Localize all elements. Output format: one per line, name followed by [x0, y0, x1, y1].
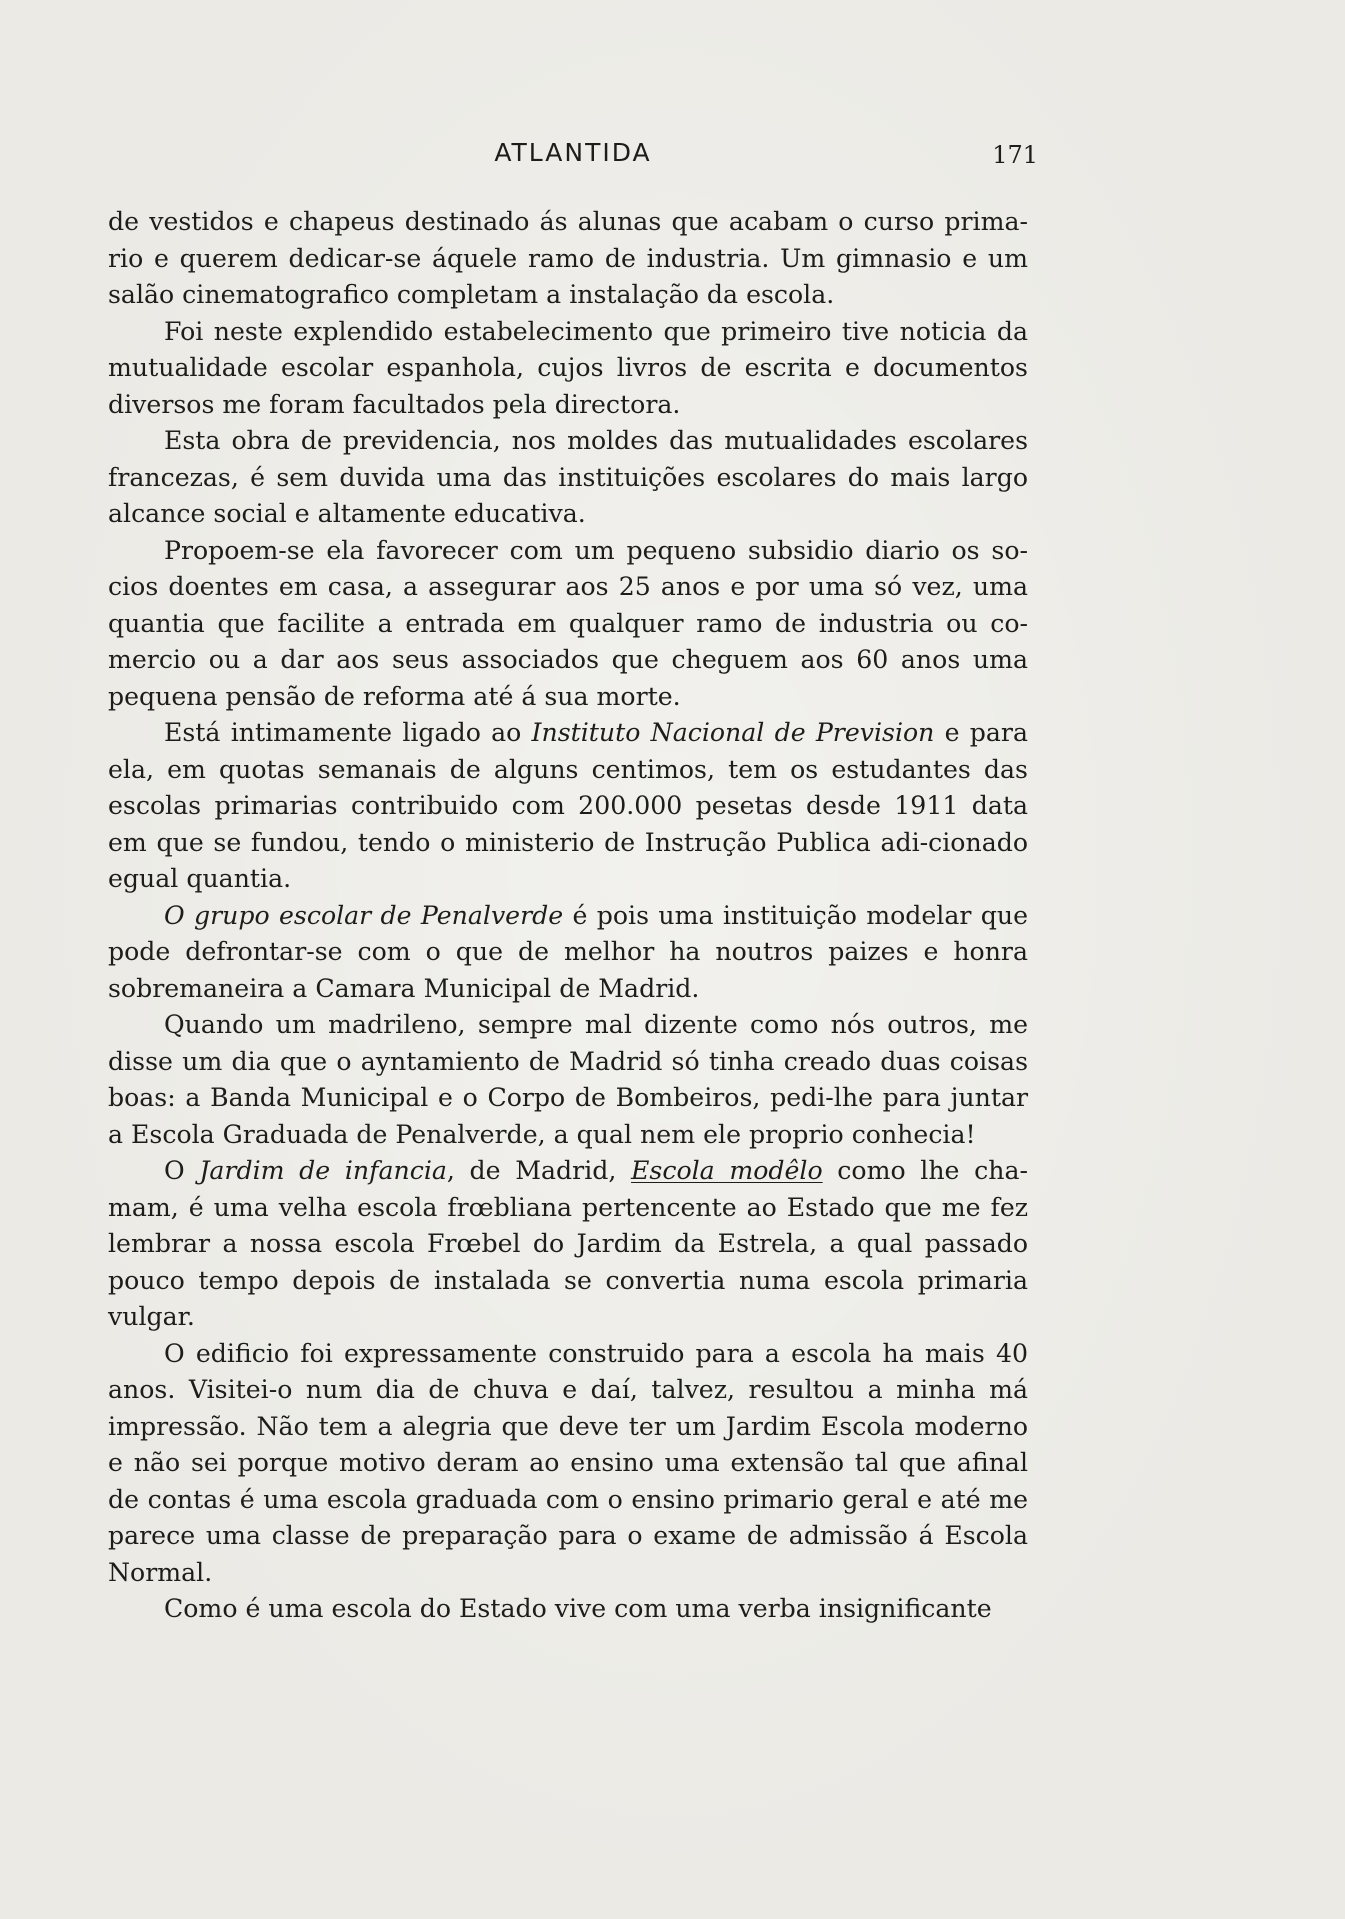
text-run: Foi neste explendido estabelecimento que primeiro tive noticia da mutualidade escolar espanhola, cujos livros de escrita e documentos diversos me foram facultados pela directora.	[108, 316, 1028, 419]
text-run: , de Madrid,	[446, 1156, 632, 1185]
paragraph	[108, 1336, 1028, 1592]
body-text	[108, 204, 1028, 1628]
paragraph	[108, 898, 1028, 1008]
running-head	[108, 136, 1038, 170]
text-run: Quando um madrileno, sempre mal dizente como nós outros, me disse um dia que o ayntamiento de Madrid só tinha creado duas coisas boas: a Banda Municipal e o Corpo de Bombeiros, pedi-lhe para juntar a Escola Graduada de Penalverde, a qual nem ele proprio conhecia!	[108, 1010, 1028, 1149]
running-title: ATLANTIDA	[494, 138, 652, 167]
emphasis-text: Instituto Nacional de Prevision	[531, 718, 935, 747]
emphasis-text: Escola modêlo	[631, 1156, 823, 1185]
paragraph	[108, 314, 1028, 424]
paragraph	[108, 1591, 1028, 1628]
text-run: Como é uma escola do Estado vive com uma verba insignificante	[164, 1594, 992, 1623]
text-run: Propoem-se ela favorecer com um pequeno subsidio diario os so-cios doentes em casa, a assegurar aos 25 anos e por uma só vez, uma quantia que facilite a entrada em qualquer ramo de industria ou co-mercio ou a dar aos seus associados que cheguem aos 60 anos uma pequena pensão de reforma até á sua morte.	[108, 535, 1028, 711]
paragraph	[108, 423, 1028, 533]
text-run: O edificio foi expressamente construido para a escola ha mais 40 anos. Visitei-o num dia de chuva e daí, talvez, resultou a minha má impressão. Não tem a alegria que deve ter um Jardim Escola moderno e não sei porque motivo deram ao ensino uma extensão tal que afinal de contas é uma escola graduada com o ensino primario geral e até me parece uma classe de preparação para o exame de admissão á Escola Normal.	[108, 1338, 1028, 1587]
text-run: é pois uma instituição modelar que pode defrontar-se com o que de melhor ha noutros paizes e honra sobremaneira a Camara Municipal de Madrid.	[108, 900, 1029, 1003]
emphasis-text: O grupo escolar de Penalverde	[164, 900, 564, 930]
text-run: como lhe cha-mam, é uma velha escola frœbliana pertencente ao Estado que me fez lembrar a nossa escola Frœbel do Jardim da Estrela, a qual passado pouco tempo depois de instalada se convertia numa escola primaria vulgar.	[108, 1156, 1028, 1331]
paragraph	[108, 1007, 1028, 1153]
text-run: e para ela, em quotas semanais de alguns centimos, tem os estudantes das escolas primarias contribuido com 200.000 pesetas desde 1911 data em que se fundou, tendo o ministerio de Instrução Publica adi-cionado egual quantia.	[108, 718, 1028, 893]
emphasis-text: Jardim de infancia	[199, 1156, 447, 1185]
paragraph	[108, 715, 1028, 898]
text-run: O	[164, 1156, 200, 1185]
text-run: Está intimamente ligado ao	[164, 718, 532, 747]
paragraph	[108, 533, 1028, 716]
paragraph	[108, 204, 1028, 314]
page-number: 171	[992, 141, 1038, 169]
text-run: Esta obra de previdencia, nos moldes das mutualidades escolares francezas, é sem duvida uma das instituições escolares do mais largo alcance social e altamente educativa.	[108, 426, 1028, 528]
paragraph	[108, 1153, 1028, 1336]
text-run: de vestidos e chapeus destinado ás alunas que acabam o curso prima-rio e querem dedicar-se áquele ramo de industria. Um gimnasio e um salão cinematografico completam a instalação da escola.	[108, 207, 1028, 309]
